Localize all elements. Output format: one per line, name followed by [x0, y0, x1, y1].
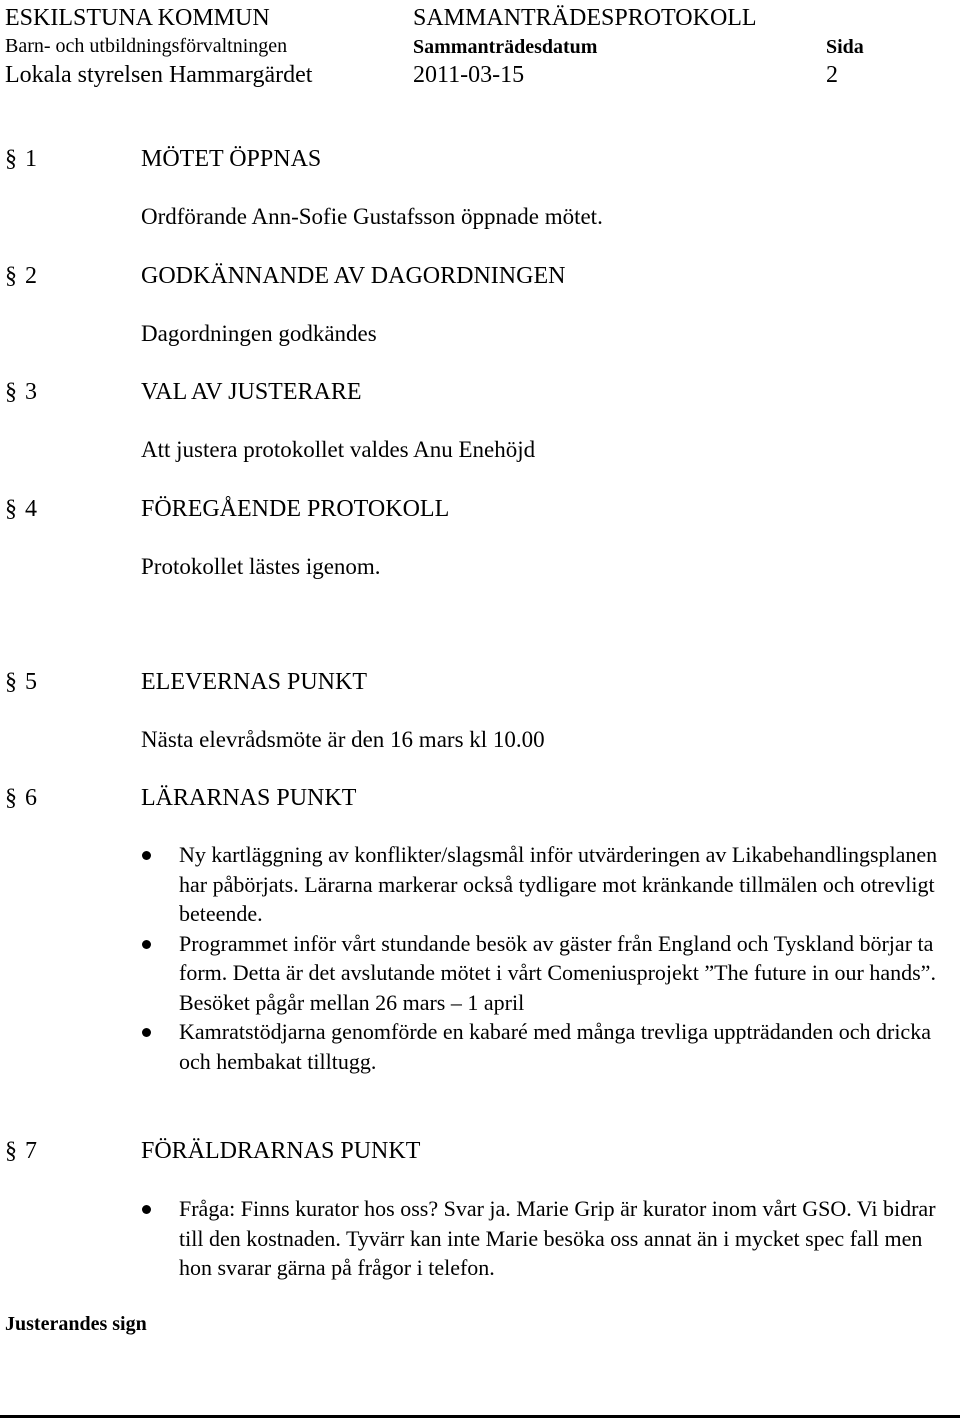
list-item: Ny kartläggning av konflikter/slagsmål inför utvärderingen av Likabehandlingsplanen har påbörjats. Lärarna markerar också tydligare mot kränkande tillmälen och otrevligt beteende.: [142, 840, 957, 929]
section-3-text: Att justera protokollet valdes Anu Enehöjd: [141, 437, 536, 462]
list-item: Kamratstödjarna genomförde en kabaré med många trevliga uppträdanden och dricka och hembakat tilltugg.: [142, 1017, 957, 1076]
org-name: ESKILSTUNA KOMMUN: [5, 5, 270, 31]
section-4-title: FÖREGÅENDE PROTOKOLL: [141, 496, 450, 522]
section-1-symbol: §: [5, 146, 17, 172]
section-5-text: Nästa elevrådsmöte är den 16 mars kl 10.00: [141, 727, 545, 752]
section-7-symbol: §: [5, 1138, 17, 1164]
section-7-number: 7: [25, 1138, 37, 1164]
list-item: Programmet inför vårt stundande besök av gäster från England och Tyskland börjar ta form. Detta är det avslutande mötet i vårt Comeniusprojekt ”The future in our hands”. Besöket pågår mellan 26 mars – 1 april: [142, 929, 957, 1018]
section-6-title: LÄRARNAS PUNKT: [141, 785, 357, 811]
page-label: Sida: [826, 36, 864, 58]
page-number: 2: [826, 62, 838, 88]
list-item: Fråga: Finns kurator hos oss? Svar ja. Marie Grip är kurator inom vårt GSO. Vi bidrar till den kostnaden. Tyvärr kan inte Marie besöka oss annat än i mycket spec fall men hon svarar gärna på frågor i telefon.: [142, 1194, 957, 1283]
section-6-symbol: §: [5, 785, 17, 811]
section-7-bullet-list: [142, 1194, 957, 1283]
section-2-symbol: §: [5, 263, 17, 289]
meeting-date: 2011-03-15: [413, 62, 525, 88]
board-name: Lokala styrelsen Hammargärdet: [5, 62, 313, 88]
department: Barn- och utbildningsförvaltningen: [5, 35, 288, 57]
section-5-title: ELEVERNAS PUNKT: [141, 669, 367, 695]
section-1-title: MÖTET ÖPPNAS: [141, 146, 322, 172]
section-3-number: 3: [25, 379, 37, 405]
section-5-symbol: §: [5, 669, 17, 695]
section-1-text: Ordförande Ann-Sofie Gustafsson öppnade mötet.: [141, 204, 603, 229]
document-type: SAMMANTRÄDESPROTOKOLL: [413, 5, 757, 31]
section-6-number: 6: [25, 785, 37, 811]
section-3-symbol: §: [5, 379, 17, 405]
signature-label: Justerandes sign: [5, 1313, 147, 1335]
section-7-title: FÖRÄLDRARNAS PUNKT: [141, 1138, 421, 1164]
section-2-number: 2: [25, 263, 37, 289]
footer-rule: [0, 1415, 960, 1418]
section-2-title: GODKÄNNANDE AV DAGORDNINGEN: [141, 263, 566, 289]
section-5-number: 5: [25, 669, 37, 695]
section-1-number: 1: [25, 146, 37, 172]
section-3-title: VAL AV JUSTERARE: [141, 379, 362, 405]
section-6-bullet-list: [142, 840, 957, 1076]
section-4-text: Protokollet lästes igenom.: [141, 554, 381, 579]
section-2-text: Dagordningen godkändes: [141, 321, 377, 346]
date-label: Sammanträdesdatum: [413, 36, 598, 58]
section-4-symbol: §: [5, 496, 17, 522]
section-4-number: 4: [25, 496, 37, 522]
